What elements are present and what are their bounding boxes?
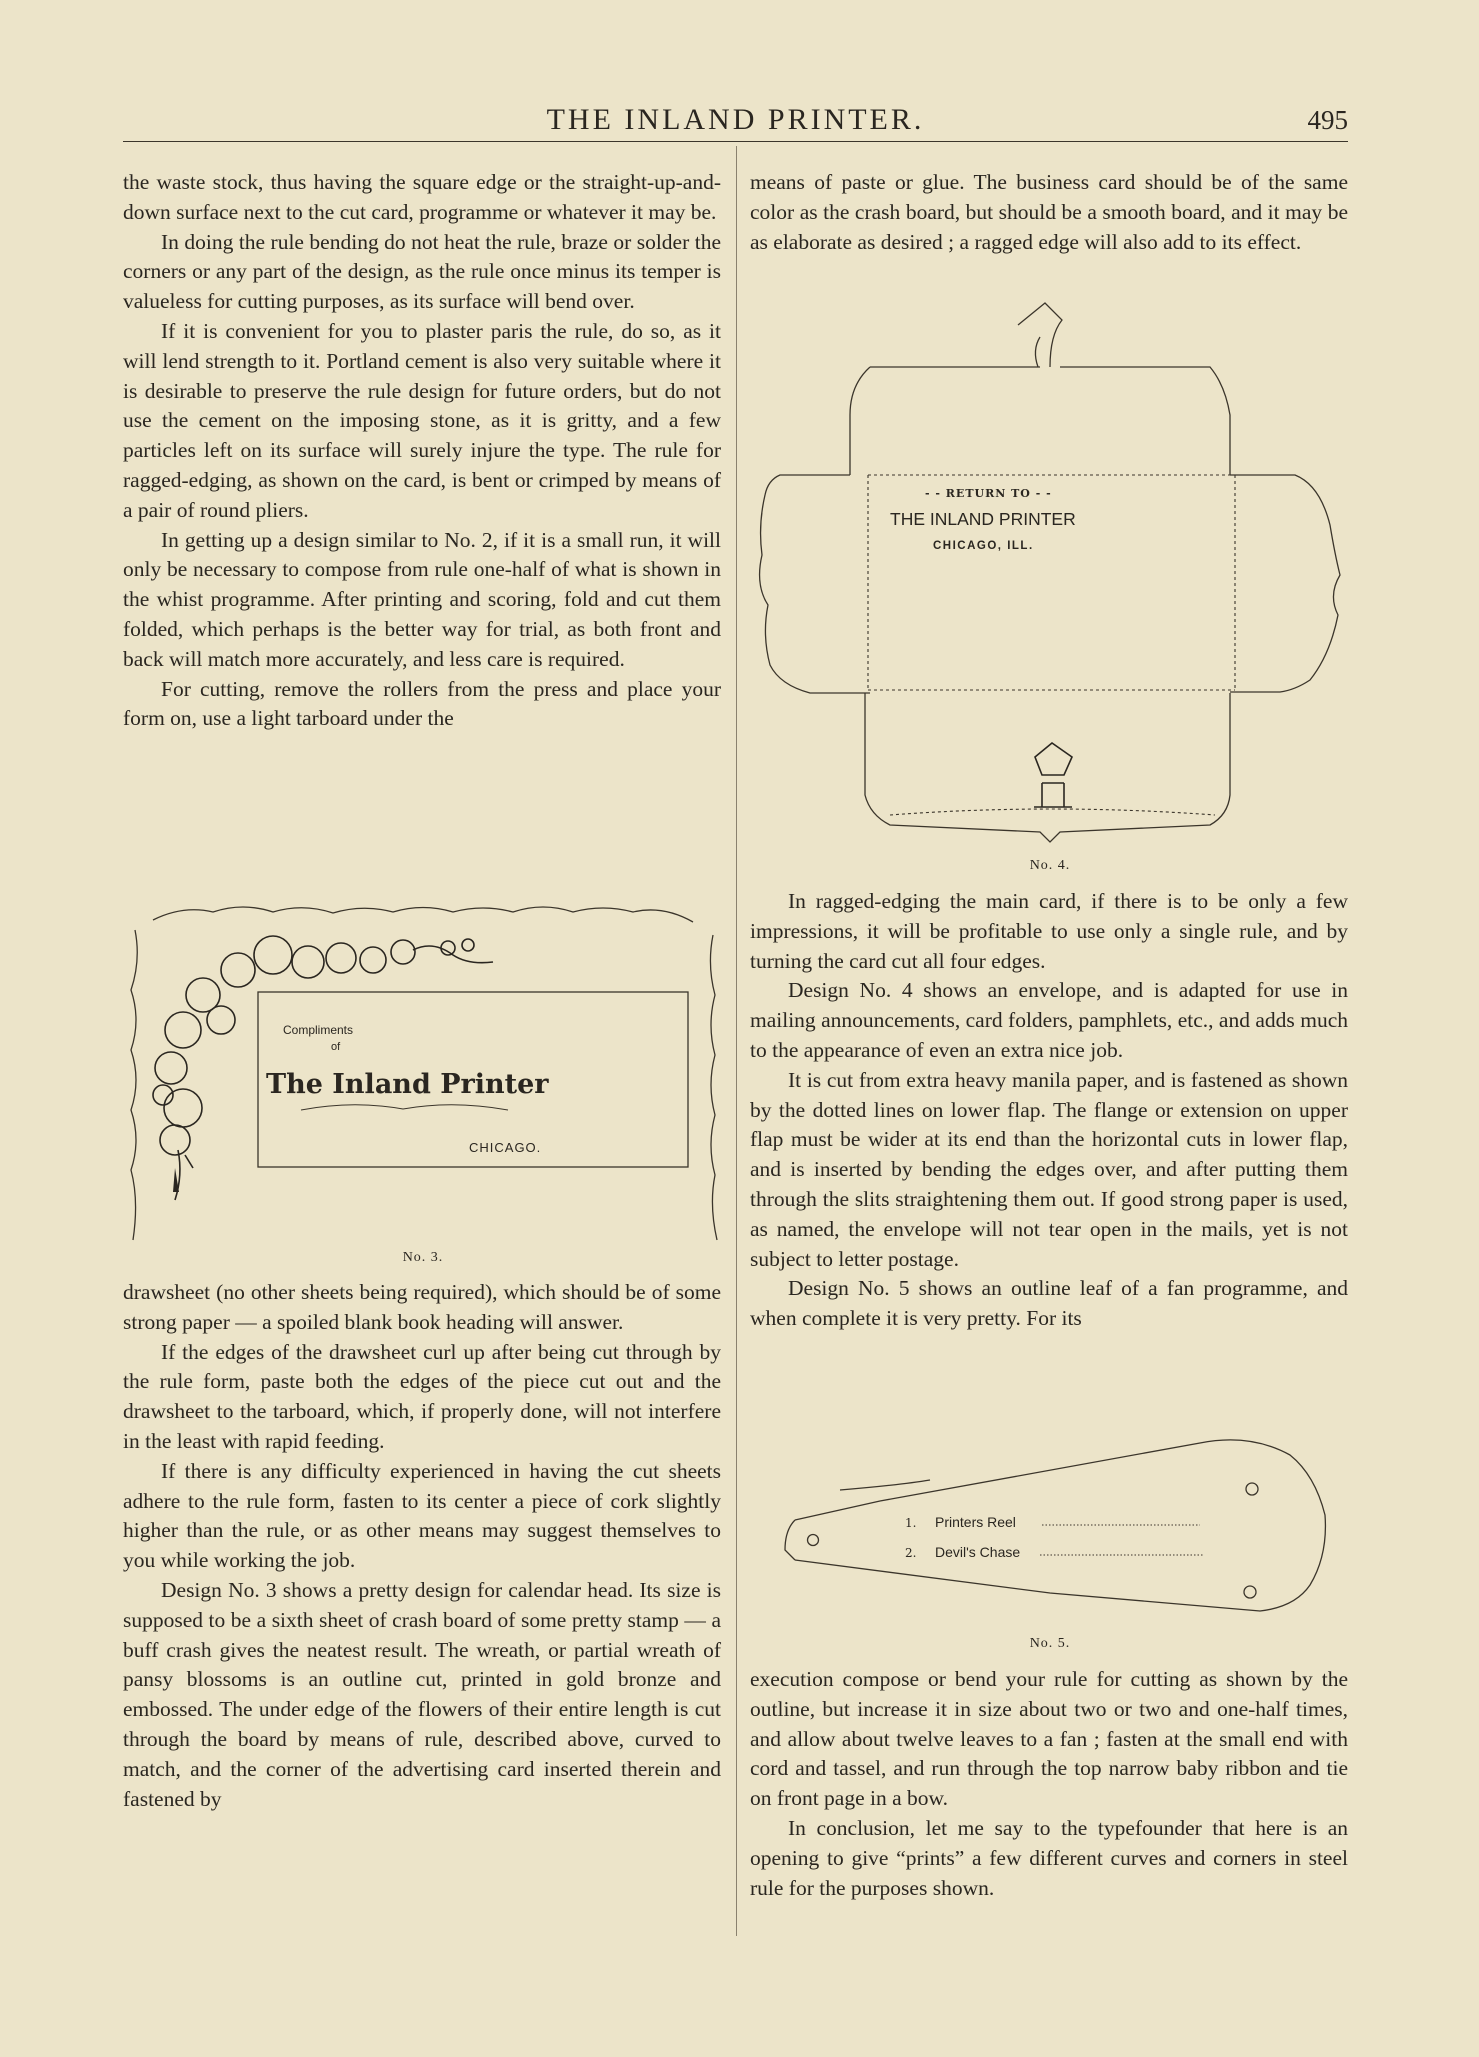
figure-5-item1-number: 1. [905,1516,917,1530]
figure-3-calendar-card [123,900,723,1245]
figure-4-return-label: - - RETURN TO - - [925,487,1052,500]
running-title: THE INLAND PRINTER. [546,103,925,136]
paragraph: the waste stock, thus having the square edge or the straight-up-and-down surface next to the cut card, programme or whatever it may be. [123,170,721,224]
paragraph: In getting up a design similar to No. 2, if it is a small run, it will only be necessary to compose from rule one-half of what is shown in the whist programme. After printing and scoring, fold and cut them folded, which perhaps is the better way for trial, as both front and back will match more accurately, and less care is required. [123,527,721,671]
figure-5-fan-leaf [750,1435,1350,1635]
figure-5-item2-number: 2. [905,1546,917,1560]
figure-4-caption: No. 4. [1029,858,1071,873]
left-column-bottom [123,1278,721,1814]
running-head [123,101,1348,142]
page-number: 495 [1307,105,1348,135]
paragraph: means of paste or glue. The business card should be of the same color as the crash board, but should be a smooth board, and it may be as elaborate as desired ; a ragged edge will also add to its effect. [750,170,1348,254]
figure-4-city: CHICAGO, ILL. [933,540,1034,552]
right-column-top [750,168,1348,257]
paragraph: In ragged-edging the main card, if there is to be only a few impressions, it will be profitable to use only a single rule, and by turning the card cut all four edges. [750,889,1348,973]
paragraph: Design No. 5 shows an outline leaf of a fan programme, and when complete it is very pretty. For its [750,1276,1348,1331]
column-divider [736,146,737,1936]
figure-3-line1: Compliments [283,1023,354,1037]
figure-3-caption: No. 3. [402,1250,444,1265]
paragraph: execution compose or bend your rule for cutting as shown by the outline, but increase it in size about two or two and one-half times, and allow about twelve leaves to a fan ; fasten at the small end with cord and tassel, and run through the top narrow baby ribbon and tie on front page in a bow. [750,1667,1348,1811]
paragraph: Design No. 3 shows a pretty design for calendar head. Its size is supposed to be a sixth sheet of crash board of some pretty stamp — a buff crash gives the neatest result. The wreath, or partial wreath of pansy blossoms is an outline cut, printed in gold bronze and embossed. The under edge of the flowers of their entire length is cut through the board by means of rule, described above, curved to match, and the corner of the advertising card inserted therein and fastened by [123,1577,721,1811]
paragraph: Design No. 4 shows an envelope, and is adapted for use in mailing announcements, card folders, pamphlets, etc., and adds much to the appearance of even an extra nice job. [750,978,1348,1062]
figure-5-caption: No. 5. [1029,1636,1071,1651]
figure-3-city: CHICAGO. [469,1140,542,1155]
paragraph: If there is any difficulty experienced in having the cut sheets adhere to the rule form, fasten to its center a piece of cork slightly higher than the rule, or as other means may suggest themselves to you while working the job. [123,1458,721,1573]
paragraph: In conclusion, let me say to the typefounder that here is an opening to give “prints” a few different curves and corners in steel rule for the purposes shown. [750,1815,1348,1900]
paragraph: For cutting, remove the rollers from the press and place your form on, use a light tarboard under the [123,676,721,731]
figure-3-name: The Inland Printer [266,1069,549,1100]
paragraph: In doing the rule bending do not heat the rule, braze or solder the corners or any part of the design, as the rule once minus its temper is valueless for cutting purposes, as its surface will bend over. [123,229,721,314]
figure-5-item2-label: Devil's Chase [935,1544,1021,1560]
figure-5-item1-label: Printers Reel [935,1514,1016,1530]
figure-4-name: THE INLAND PRINTER [890,509,1076,529]
right-column-middle [750,887,1348,1334]
left-column-top [123,168,721,734]
paragraph: It is cut from extra heavy manila paper, and is fastened as shown by the dotted lines on lower flap. The flange or extension on upper flap must be wider at its end than the horizontal cuts in lower flap, and is inserted by bending the edges over, and after putting them through the slits straightening them out. If good strong paper is used, as named, the envelope will not tear open in the mails, yet is not subject to letter postage. [750,1067,1348,1271]
right-column-bottom [750,1665,1348,1903]
figure-3-line2: of [331,1041,341,1053]
paragraph: If the edges of the drawsheet curl up after being cut through by the rule form, paste both the edges of the piece cut out and the drawsheet to the tarboard, which, if properly done, will not interfere in the least with rapid feeding. [123,1339,721,1453]
paragraph: drawsheet (no other sheets being required), which should be of some strong paper — a spoiled blank book heading will answer. [123,1280,721,1334]
figure-4-envelope [750,295,1350,845]
paragraph: If it is convenient for you to plaster paris the rule, do so, as it will lend strength to it. Portland cement is also very suitable where it is desirable to preserve the rule design for future orders, but do not use the cement on the imposing stone, as it is gritty, and a few particles left on its surface will surely injure the type. The rule for ragged-edging, as shown on the card, is bent or crimped by means of a pair of round pliers. [123,318,721,522]
